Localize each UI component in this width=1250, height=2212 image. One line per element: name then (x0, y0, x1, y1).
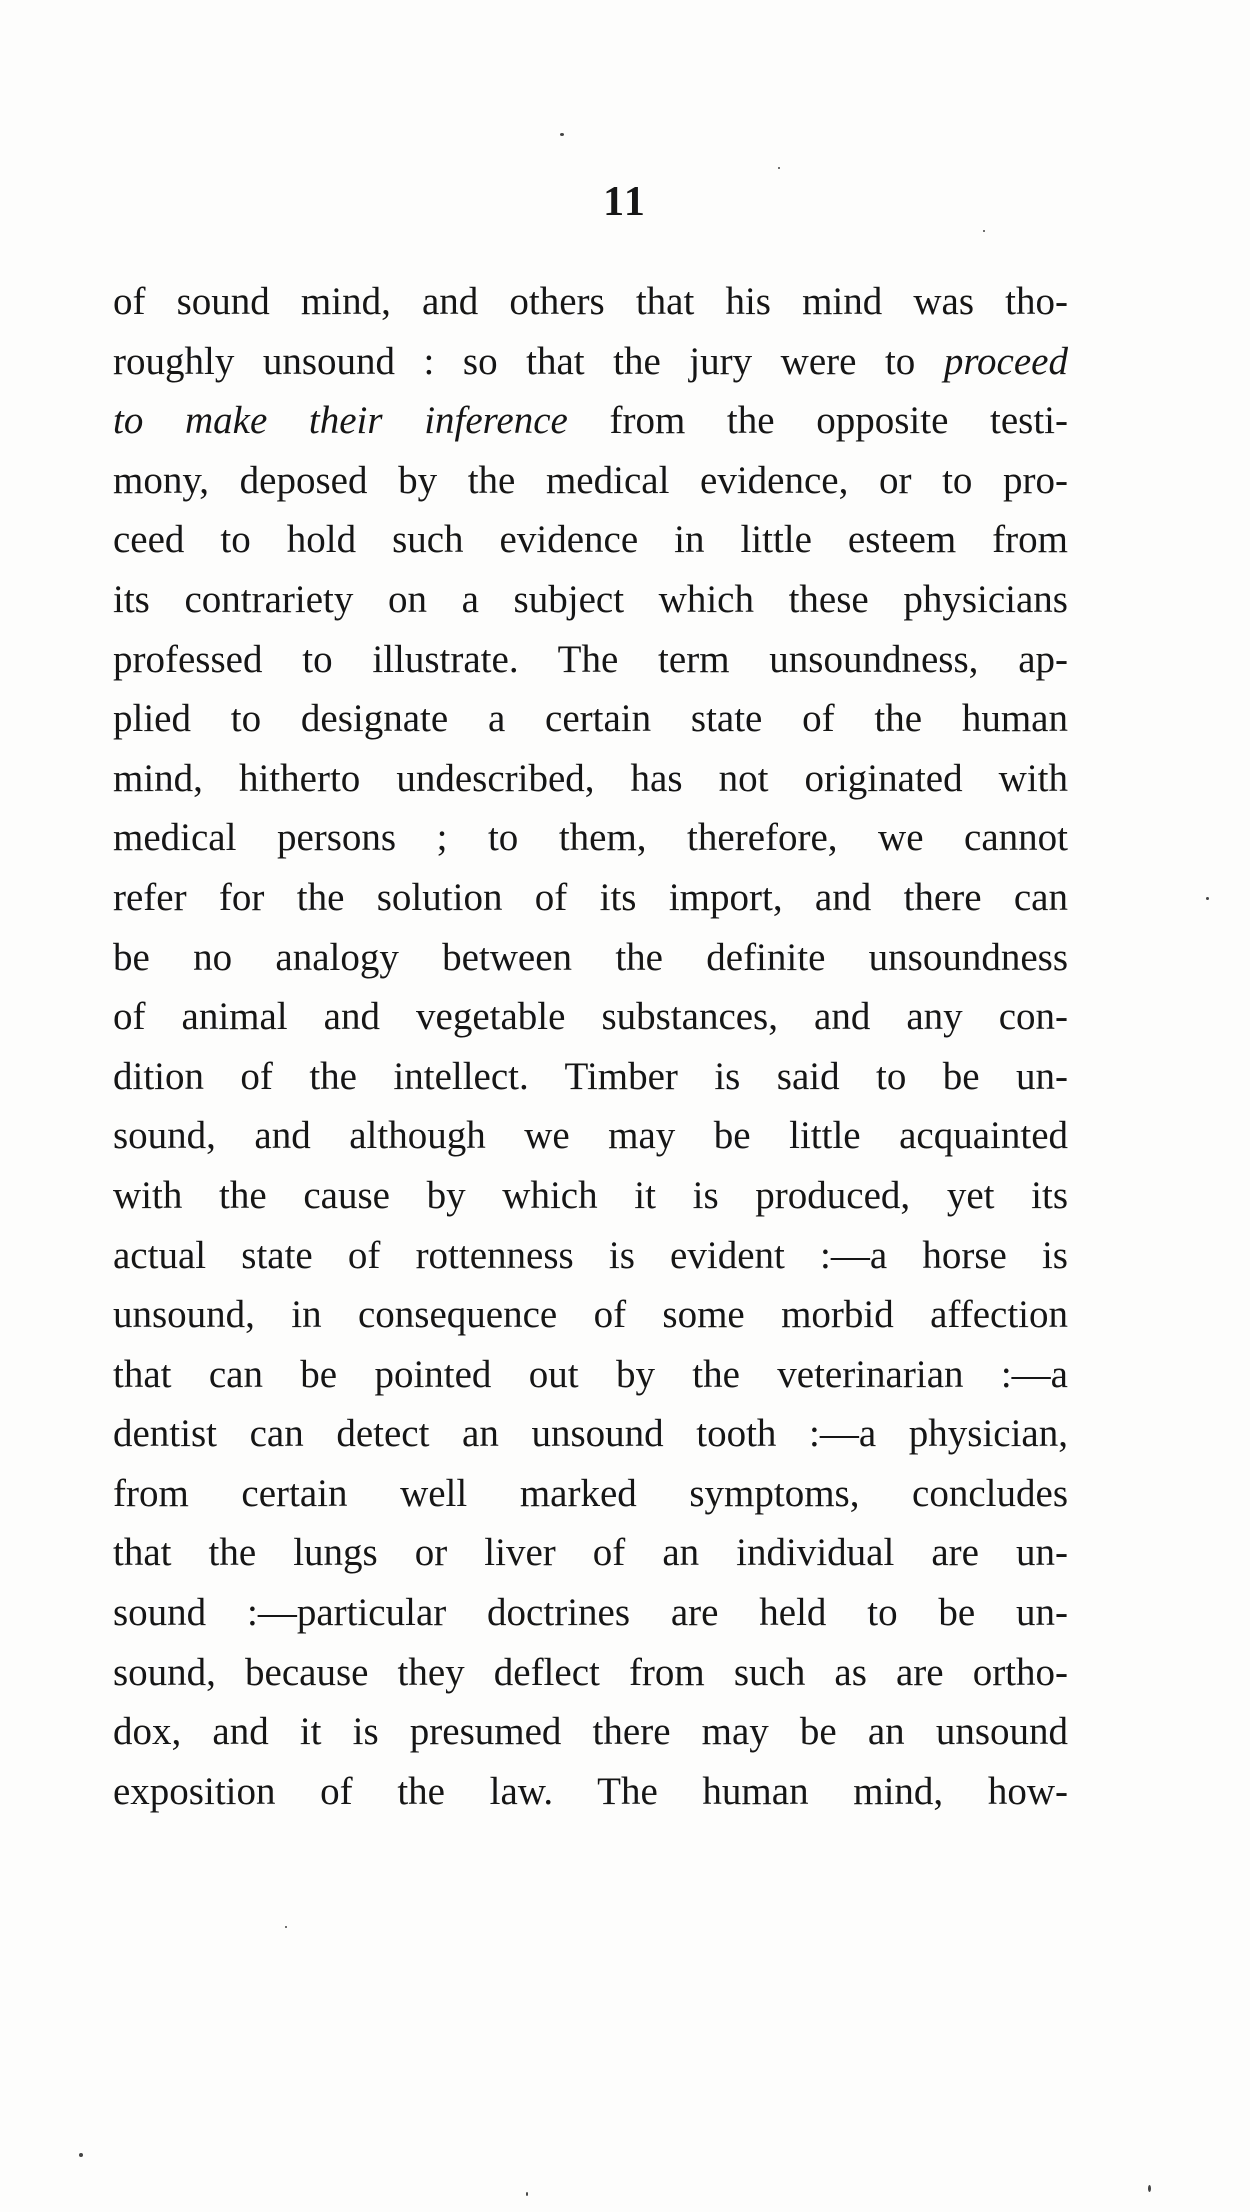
text-line (113, 1106, 1068, 1166)
text-segment: mind, hitherto undescribed, has not originated with (113, 756, 1068, 800)
text-line (113, 1643, 1068, 1703)
text-segment: actual state of rottenness is evident :—a horse is (113, 1233, 1068, 1277)
text-line (113, 630, 1068, 690)
text-segment: mony, deposed by the medical evidence, or to pro- (113, 458, 1068, 502)
text-segment: its contrariety on a subject which these physicians (113, 577, 1068, 621)
text-line (113, 1762, 1068, 1822)
italic-text: to make their inference (113, 399, 568, 443)
scan-speck (1148, 2185, 1151, 2192)
text-line (113, 391, 1068, 451)
text-segment: from the opposite testi- (567, 399, 1068, 443)
text-line (113, 1047, 1068, 1107)
text-segment: ceed to hold such evidence in little esteem from (113, 518, 1068, 562)
text-line (113, 510, 1068, 570)
text-segment: refer for the solution of its import, and there can (113, 875, 1068, 919)
text-segment: sound, and although we may be little acquainted (113, 1114, 1068, 1158)
text-line (113, 1583, 1068, 1643)
text-segment: that can be pointed out by the veterinarian :—a (113, 1352, 1068, 1396)
text-line (113, 1702, 1068, 1762)
text-segment: sound, because they deflect from such as are ortho- (113, 1650, 1068, 1694)
scan-speck (778, 167, 780, 169)
text-line (113, 868, 1068, 928)
text-segment: roughly unsound : so that the jury were to (113, 339, 944, 383)
scan-speck (1206, 897, 1209, 900)
text-line (113, 1285, 1068, 1345)
text-line (113, 1166, 1068, 1226)
text-segment: from certain well marked symptoms, concludes (113, 1471, 1068, 1515)
text-line (113, 451, 1068, 511)
text-segment: with the cause by which it is produced, yet its (113, 1173, 1068, 1217)
text-line (113, 749, 1068, 809)
page-number: 11 (603, 179, 647, 225)
text-line (113, 272, 1068, 332)
text-segment: dentist can detect an unsound tooth :—a physician, (113, 1412, 1068, 1456)
text-line (113, 689, 1068, 749)
italic-text: proceed (943, 339, 1068, 383)
text-line (113, 808, 1068, 868)
text-segment: unsound, in consequence of some morbid affection (113, 1293, 1068, 1337)
text-line (113, 1523, 1068, 1583)
text-line (113, 1226, 1068, 1286)
text-line (113, 928, 1068, 988)
text-line (113, 987, 1068, 1047)
scan-speck (983, 230, 985, 232)
scan-speck (526, 2192, 528, 2196)
text-line (113, 570, 1068, 630)
text-segment: of animal and vegetable substances, and any con- (113, 995, 1068, 1039)
body-text (113, 272, 1068, 1821)
text-segment: that the lungs or liver of an individual are un- (113, 1531, 1068, 1575)
text-segment: exposition of the law. The human mind, how- (113, 1769, 1068, 1813)
scan-speck (285, 1926, 287, 1928)
text-segment: professed to illustrate. The term unsoundness, ap- (113, 637, 1068, 681)
text-line (113, 1404, 1068, 1464)
text-segment: plied to designate a certain state of the human (113, 697, 1068, 741)
text-segment: sound :—particular doctrines are held to be un- (113, 1591, 1068, 1635)
text-segment: of sound mind, and others that his mind was tho- (113, 280, 1068, 323)
scan-speck (79, 2153, 83, 2157)
text-segment: be no analogy between the definite unsoundness (113, 935, 1068, 979)
text-line (113, 332, 1068, 392)
text-segment: dition of the intellect. Timber is said to be un- (113, 1054, 1068, 1098)
scan-speck (560, 133, 564, 136)
text-line (113, 1464, 1068, 1524)
text-line (113, 1345, 1068, 1405)
text-segment: medical persons ; to them, therefore, we cannot (113, 816, 1068, 860)
text-segment: dox, and it is presumed there may be an unsound (113, 1710, 1068, 1754)
